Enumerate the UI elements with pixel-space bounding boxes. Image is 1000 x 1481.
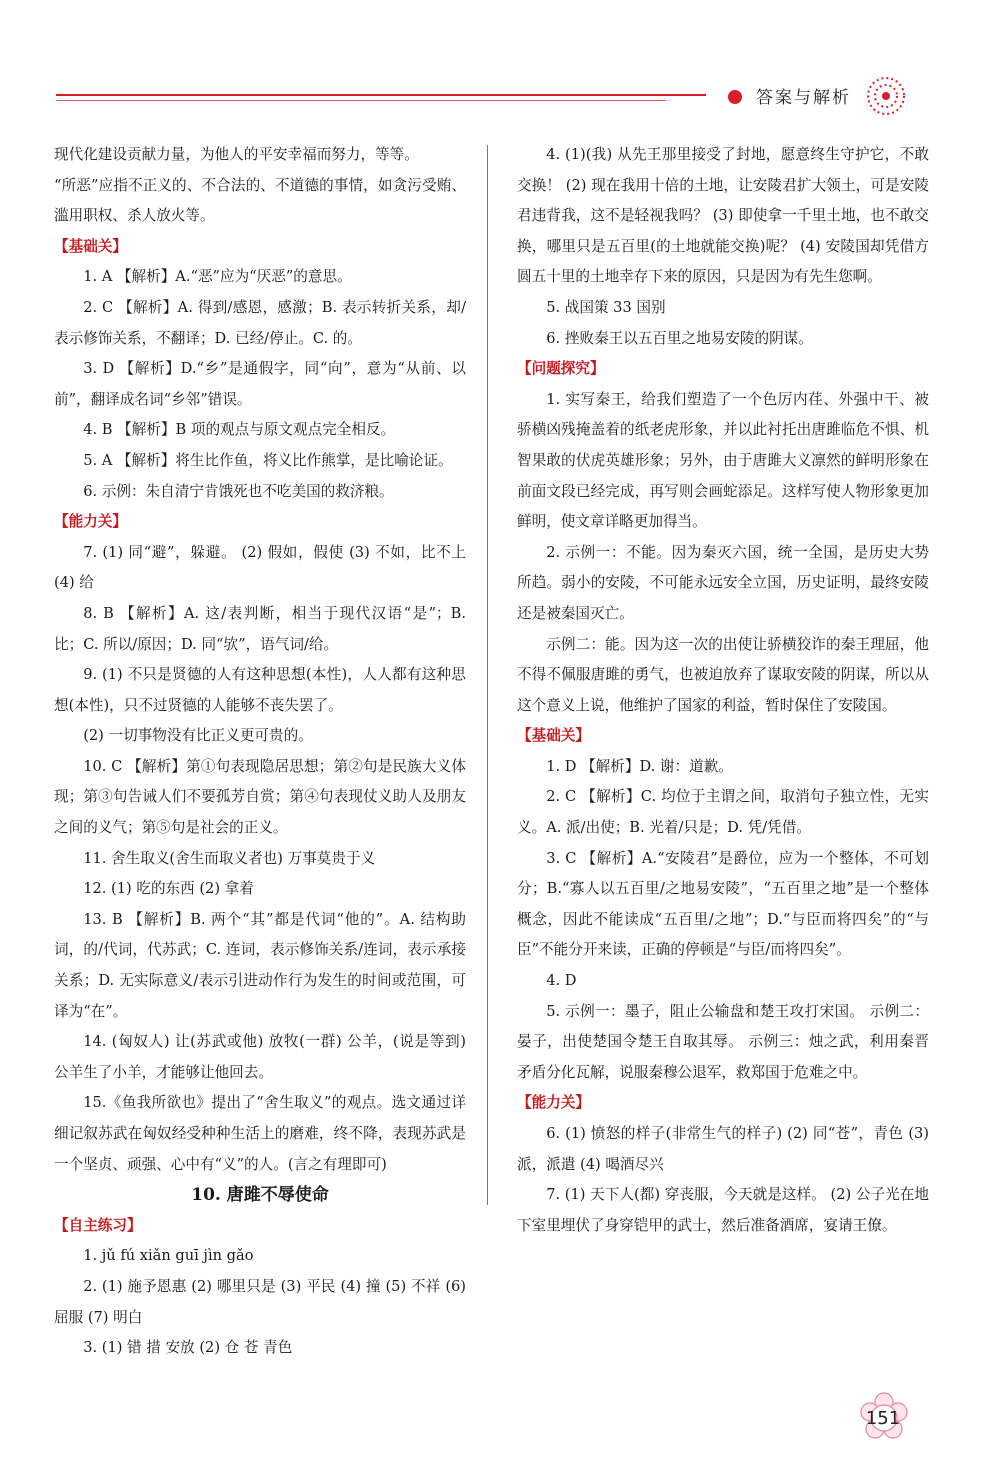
answer-paragraph: 6. (1) 愤怒的样子(非常生气的样子) (2) 同“苍”，青色 (3) 派，派遣 (4) 喝酒尽兴 (517, 1125, 929, 1173)
answer-paragraph: 12. (1) 吃的东西 (2) 拿着 (83, 880, 254, 898)
answer-paragraph: “所恶”应指不正义的、不合法的、不道德的事情，如贪污受贿、滥用职权、杀人放火等。 (54, 176, 466, 225)
header-rule (56, 94, 706, 96)
lesson-heading: 10. 唐雎不辱使命 (191, 1185, 329, 1206)
answer-paragraph: 2. 示例一：不能。因为秦灭六国，统一全国，是历史大势所趋。弱小的安陵，不可能永远安全立国，历史证明，最终安陵还是被秦国灭亡。 (517, 543, 929, 622)
answer-paragraph: 11. 舍生取义(舍生而取义者也) 万事莫贵于义 (83, 849, 376, 867)
answer-paragraph: 1. D 【解析】D. 谢：道歉。 (546, 757, 733, 775)
answer-paragraph: 4. (1)(我) 从先王那里接受了封地，愿意终生守护它，不敢交换！ (2) 现在我用十倍的土地，让安陵君扩大领土，可是安陵君违背我，这不是轻视我吗？ (3) 即使拿一千里土地，也不敢交换，哪里只是五百里(的土地就能交换)呢？ (4) 安陵国却凭借方圆五十里的土地幸存下来的原因，只是因为有先生您啊。 (517, 146, 929, 286)
answer-paragraph: 7. (1) 天下人(都) 穿丧服，今天就是这样。 (2) 公子光在地下室里埋伏了身穿铠甲的武士，然后准备酒席，宴请王僚。 (517, 1186, 929, 1234)
answer-paragraph: 6. 挫败秦王以五百里之地易安陵的阴谋。 (546, 329, 813, 347)
section-tag: 【能力关】 (54, 513, 127, 531)
answer-paragraph: 5. 战国策 33 国别 (546, 298, 666, 316)
answer-paragraph: 3. D 【解析】D.“乡”是通假字，同“向”，意为“从前、以前”，翻译成名词“乡邻”错误。 (54, 360, 466, 408)
section-tag: 【基础关】 (517, 727, 590, 745)
header-bullet-dot (728, 90, 742, 104)
answer-paragraph: 1. jǔ fú xiǎn guī jìn gǎo (83, 1247, 254, 1265)
header-rule-thin (56, 100, 666, 101)
right-column (517, 140, 929, 1241)
answer-paragraph: 8. B 【解析】A. 这/表判断，相当于现代汉语“是”；B. 比；C. 所以/原因；D. 同“欤”，语气词/给。 (54, 604, 466, 653)
answer-paragraph: 9. (1) 不只是贤德的人有这种思想(本性)，人人都有这种思想(本性)，只不过贤德的人能够不丧失罢了。 (54, 666, 466, 714)
answer-paragraph: 3. C 【解析】A.“安陵君”是爵位，应为一个整体，不可划分；B.“寡人以五百里/之地易安陵”，“五百里之地”是一个整体概念，因此不能读成“五百里/之地”；D.“与臣而将四矣”的“与臣”不能分开来读，正确的停顿是“与臣/而将四矣”。 (517, 849, 929, 959)
answer-paragraph: 5. A 【解析】将生比作鱼，将义比作熊掌，是比喻论证。 (83, 451, 453, 469)
answer-paragraph: 2. C 【解析】C. 均位于主谓之间，取消句子独立性，无实义。A. 派/出使；B. 光着/只是；D. 凭/凭借。 (517, 788, 929, 837)
section-tag: 【能力关】 (517, 1094, 590, 1112)
sunburst-logo-icon (862, 74, 910, 118)
section-tag: 【自主练习】 (54, 1216, 142, 1234)
answer-paragraph: (2) 一切事物没有比正义更可贵的。 (83, 727, 313, 745)
section-tag: 【问题探究】 (517, 360, 605, 378)
page-number-badge (858, 1392, 918, 1452)
answer-paragraph: 现代化建设贡献力量，为他人的平安幸福而努力，等等。 (54, 146, 419, 163)
answer-paragraph: 示例二：能。因为这一次的出使让骄横狡诈的秦王理屈，他不得不佩服唐雎的勇气，也被迫放弃了谋取安陵的阴谋，所以从这个意义上说，他维护了国家的利益，暂时保住了安陵国。 (517, 635, 929, 714)
answer-paragraph: 1. A 【解析】A.“恶”应为“厌恶”的意思。 (83, 268, 352, 286)
answer-paragraph: 7. (1) 同“避”，躲避。 (2) 假如，假使 (3) 不如，比不上 (4) 给 (54, 543, 466, 592)
answer-paragraph: 5. 示例一：墨子，阻止公输盘和楚王攻打宋国。 示例二：晏子，出使楚国令楚王自取其辱。 示例三：烛之武，利用秦晋矛盾分化瓦解，说服秦穆公退军，救郑国于危难之中。 (517, 1002, 929, 1081)
section-tag: 【基础关】 (54, 237, 127, 255)
column-divider (487, 145, 488, 1205)
answer-paragraph: 13. B 【解析】B. 两个“其”都是代词“他的”。A. 结构助词，的/代词，代苏武；C. 连词，表示修饰关系/连词，表示承接关系；D. 无实际意义/表示引进动作行为发生的时间或范围，可译为“在”。 (54, 910, 466, 1020)
answer-paragraph: 6. 示例：朱自清宁肯饿死也不吃美国的救济粮。 (83, 482, 394, 500)
left-column (54, 140, 466, 1364)
answer-paragraph: 2. (1) 施予恩惠 (2) 哪里只是 (3) 平民 (4) 撞 (5) 不祥 (6) 屈服 (7) 明白 (54, 1277, 466, 1326)
header-title: 答案与解析 (756, 88, 851, 108)
page-header (56, 80, 936, 120)
answer-paragraph: 10. C 【解析】第①句表现隐居思想；第②句是民族大义体现；第③句告诫人们不要孤芳自赏；第④句表现仗义助人及朋友之间的义气；第⑤句是社会的正义。 (54, 757, 466, 837)
answer-paragraph: 15.《鱼我所欲也》提出了“舍生取义”的观点。选文通过详细记叙苏武在匈奴经受种种生活上的磨难，终不降，表现苏武是一个坚贞、顽强、心中有“义”的人。(言之有理即可) (54, 1094, 466, 1173)
answer-paragraph: 4. D (546, 972, 577, 990)
answer-paragraph: 2. C 【解析】A. 得到/感恩，感激；B. 表示转折关系，却/表示修饰关系，不翻译；D. 已经/停止。C. 的。 (54, 298, 466, 347)
answer-paragraph: 4. B 【解析】B 项的观点与原文观点完全相反。 (83, 421, 396, 439)
page-number: 151 (865, 1408, 901, 1429)
answer-paragraph: 14. (匈奴人) 让(苏武或他) 放牧(一群) 公羊，(说是等到) 公羊生了小羊，才能够让他回去。 (54, 1033, 466, 1081)
answer-paragraph: 1. 实写秦王，给我们塑造了一个色厉内荏、外强中干、被骄横凶残掩盖着的纸老虎形象，并以此衬托出唐雎临危不惧、机智果敢的伏虎英雄形象；另外，由于唐雎大义凛然的鲜明形象在前面文段已经完成，再写则会画蛇添足。这样写使人物形象更加鲜明，使文章详略更加得当。 (517, 390, 929, 531)
answer-paragraph: 3. (1) 错 措 安放 (2) 仓 苍 青色 (83, 1339, 293, 1357)
